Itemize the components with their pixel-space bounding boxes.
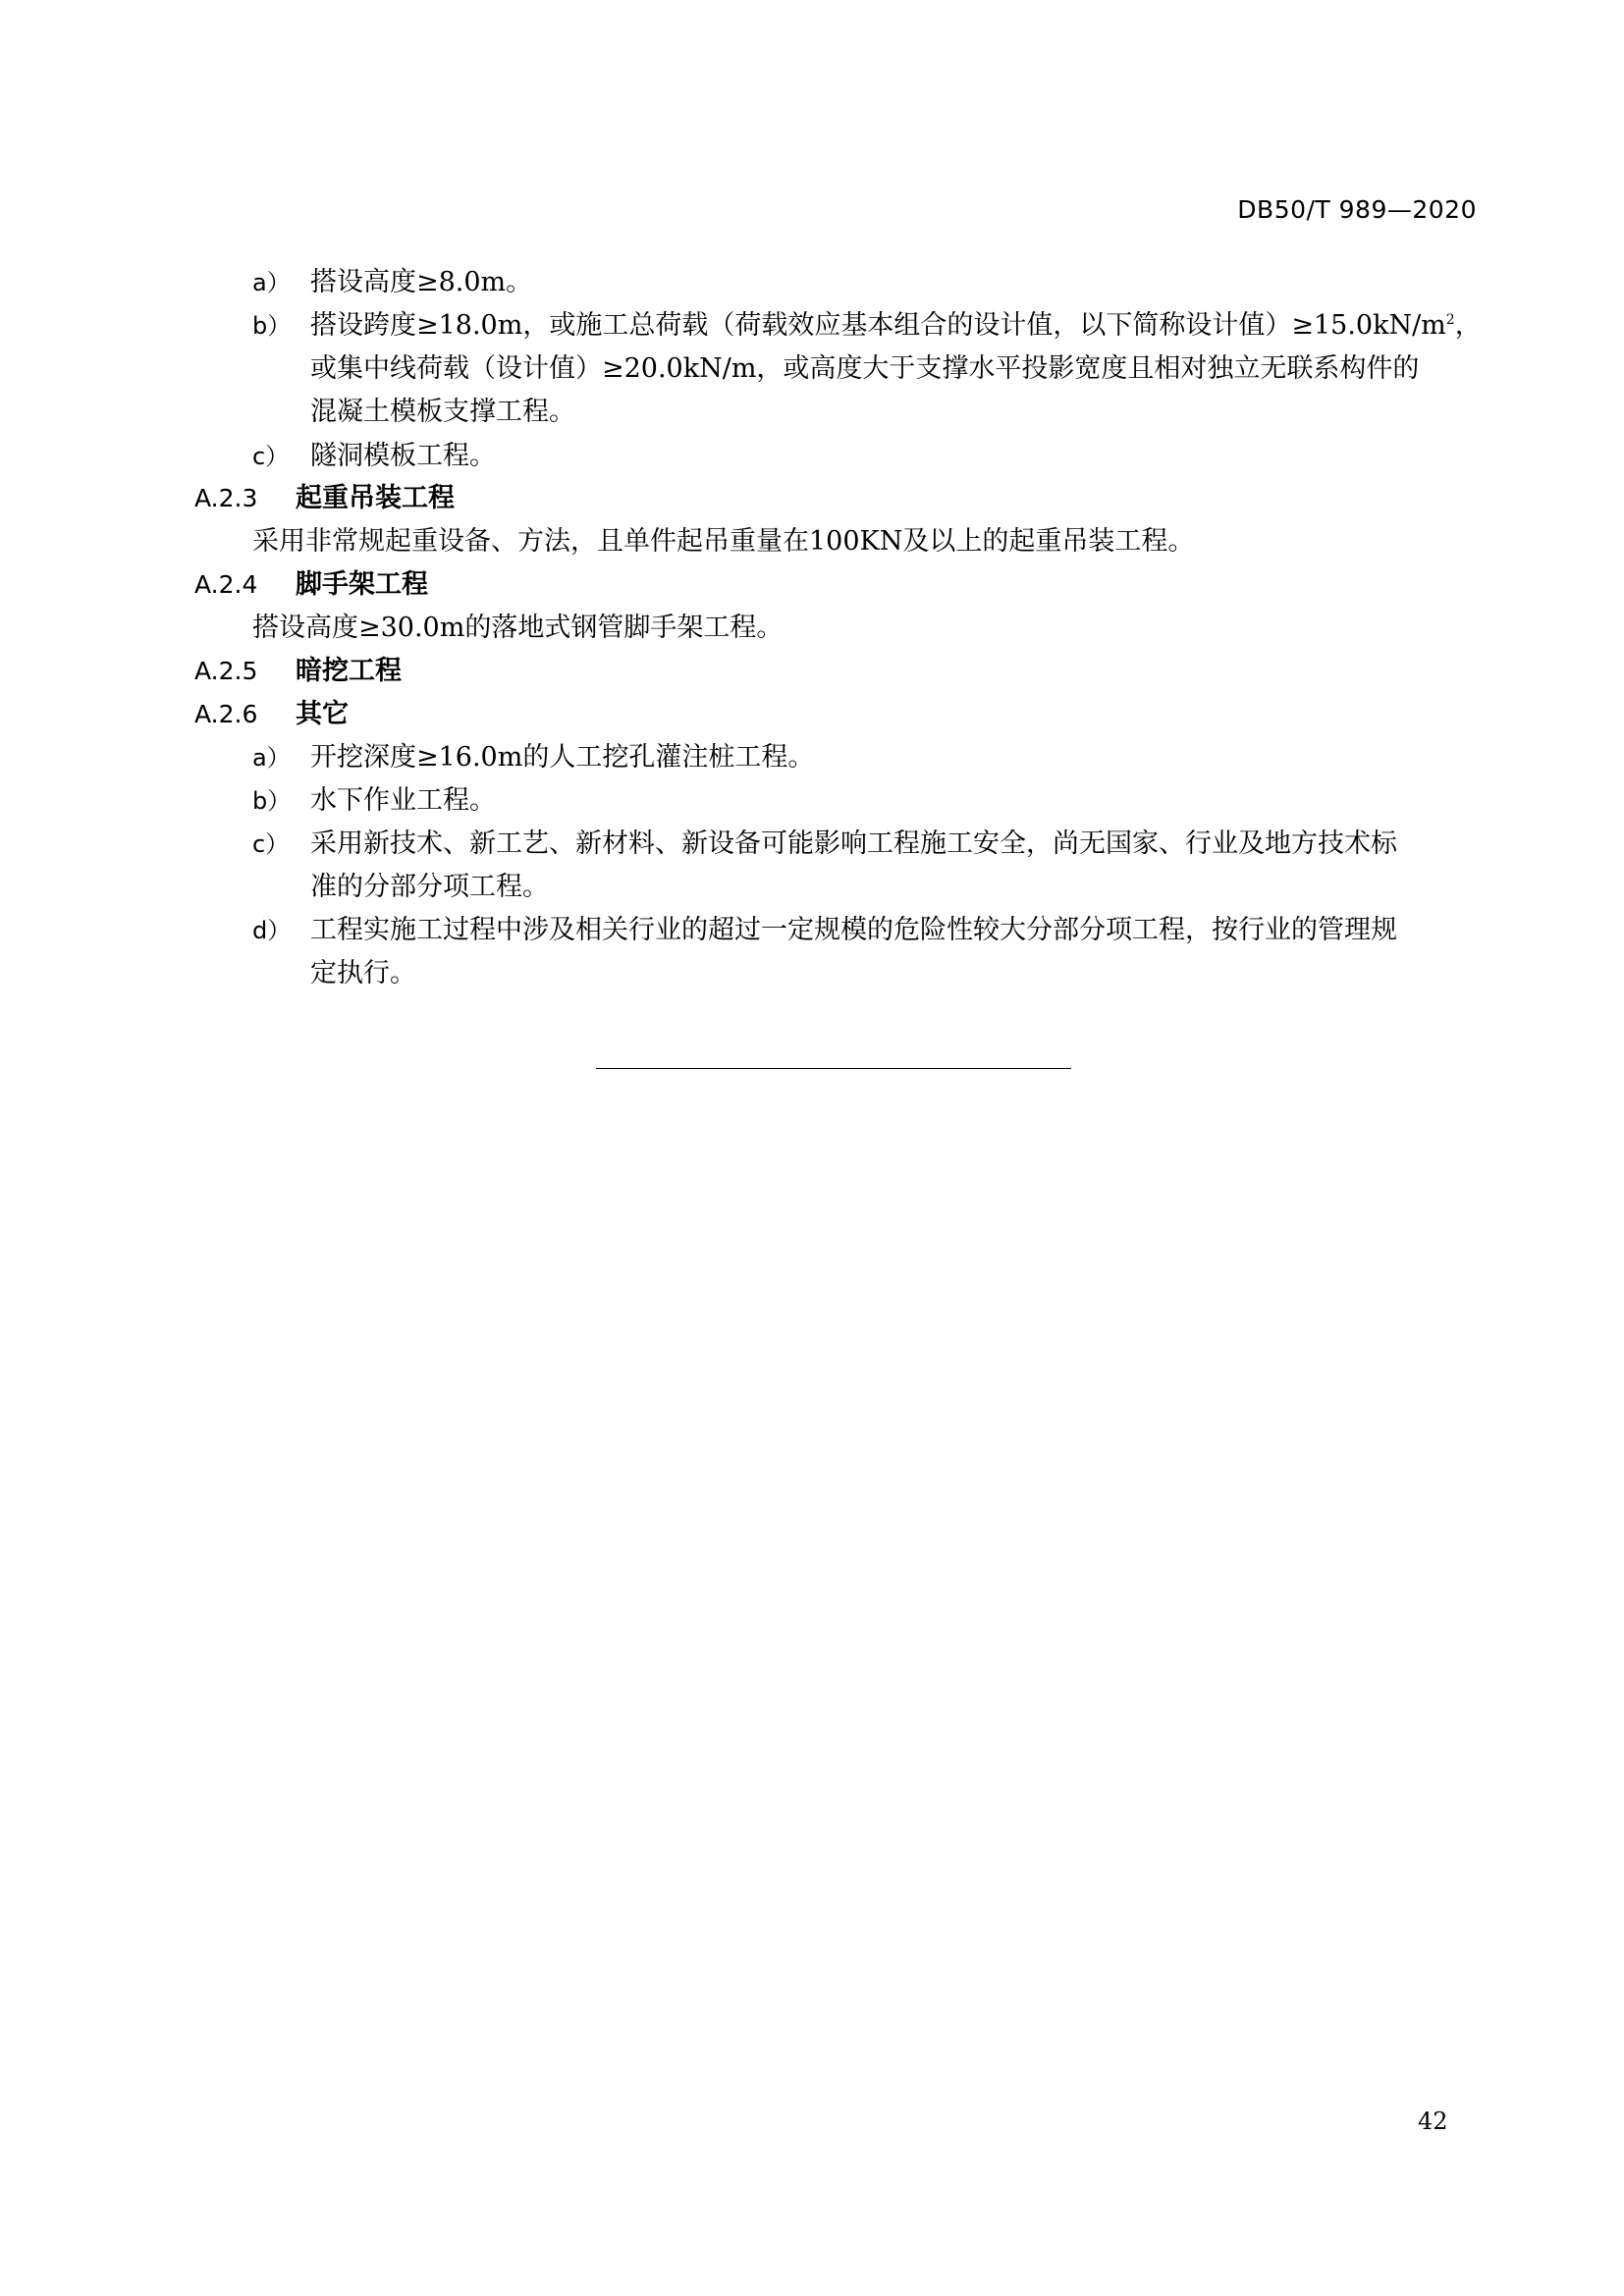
list-text: 搭设高度≥8.0m。 <box>310 267 533 297</box>
end-rule <box>596 1068 1071 1069</box>
section-number: A.2.6 <box>194 700 258 728</box>
list-marker: b） <box>252 312 292 340</box>
section-title: 其它 <box>296 699 349 729</box>
list-marker: a） <box>252 269 291 296</box>
page-number: 42 <box>1418 2108 1448 2135</box>
list-marker: a） <box>252 744 291 772</box>
section-title: 起重吊装工程 <box>296 483 455 513</box>
standard-code: DB50/T 989—2020 <box>1237 195 1477 224</box>
section-number: A.2.5 <box>194 657 258 685</box>
list-marker: c） <box>252 443 290 470</box>
list-marker: b） <box>252 787 292 815</box>
list-text: 隧洞模板工程。 <box>310 441 496 471</box>
section-number: A.2.3 <box>194 484 258 512</box>
list-marker: c） <box>252 830 290 858</box>
section-number: A.2.4 <box>194 570 258 599</box>
list-text: 开挖深度≥16.0m的人工挖孔灌注桩工程。 <box>310 742 815 773</box>
list-text: 采用新技术、新工艺、新材料、新设备可能影响工程施工安全，尚无国家、行业及地方技术标 <box>310 828 1397 859</box>
list-text: 搭设跨度≥18.0m，或施工总荷载（荷载效应基本组合的设计值，以下简称设计值）$\ge 15.0kN/m^2$， <box>310 310 1482 341</box>
section-title: 暗挖工程 <box>296 656 402 686</box>
section-title: 脚手架工程 <box>296 569 428 600</box>
list-marker: d） <box>252 917 292 944</box>
list-text: 工程实施工过程中涉及相关行业的超过一定规模的危险性较大分部分项工程，按行业的管理规 <box>310 915 1397 945</box>
list-text: 水下作业工程。 <box>310 785 496 816</box>
